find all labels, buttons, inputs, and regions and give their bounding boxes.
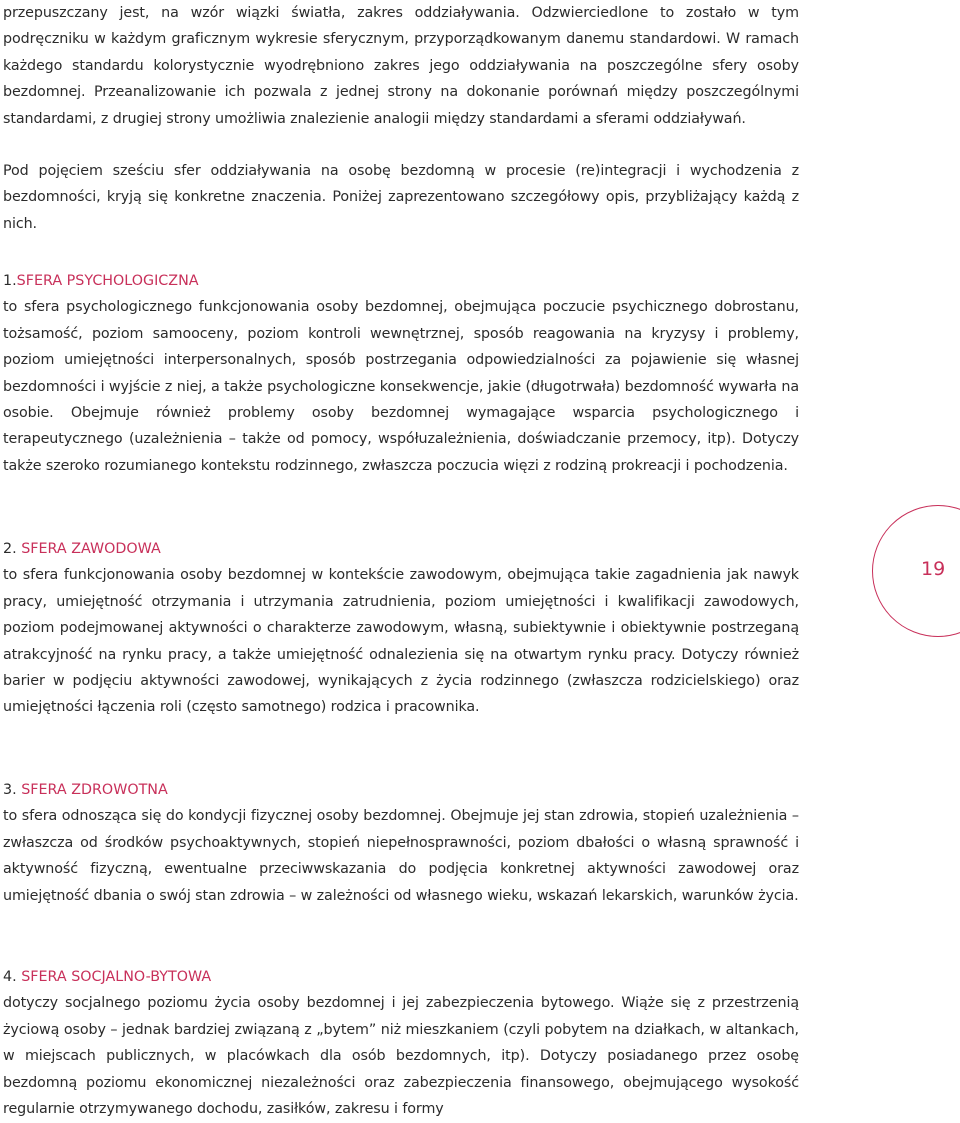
section-health xyxy=(3,777,799,909)
intro-paragraph-2: Pod pojęciem sześciu sfer oddziaływania na osobę bezdomną w procesie (re)integracji i wychodzenia z bezdomności, kryją się konkretne znaczenia. Poniżej zaprezentowano szczegółowy opis, przybliżający każdą z nich. xyxy=(3,163,799,232)
intro-block xyxy=(3,0,799,132)
section-heading xyxy=(3,964,799,990)
section-number: 1. xyxy=(3,273,17,289)
section-professional xyxy=(3,536,799,721)
section-title: SFERA ZDROWOTNA xyxy=(21,782,168,798)
page-number: 19 xyxy=(921,558,946,580)
page-number-circle xyxy=(872,505,960,637)
section-number: 3. xyxy=(3,782,22,798)
section-social xyxy=(3,964,799,1122)
section-title: SFERA SOCJALNO-BYTOWA xyxy=(21,969,212,985)
intro-block-2 xyxy=(3,158,799,237)
section-title: SFERA PSYCHOLOGICZNA xyxy=(16,273,199,289)
section-number: 4. xyxy=(3,969,22,985)
section-body: dotyczy socjalnego poziomu życia osoby bezdomnej i jej zabezpieczenia bytowego. Wiąże się z przestrzenią życiową osoby – jednak bardziej związaną z „bytem” niż mieszkaniem (czyli pobytem na działkach, w altankach, w miejscach publicznych, w placówkach dla osób bezdomnych, itp). Dotyczy posiadanego przez osobę bezdomną poziomu ekonomicznej niezależności oraz zabezpieczenia finansowego, obejmującego wysokość regularnie otrzymywanego dochodu, zasiłków, zakresu i formy xyxy=(3,995,799,1118)
section-number: 2. xyxy=(3,541,22,557)
section-body: to sfera psychologicznego funkcjonowania osoby bezdomnej, obejmująca poczucie psychicznego dobrostanu, tożsamość, poziom samooceny, poziom kontroli wewnętrznej, sposób reagowania na kryzysy i problemy, poziom umiejętności interpersonalnych, sposób postrzegania odpowiedzialności za pojawienie się własnej bezdomności i wyjście z niej, a także psychologiczne konsekwencje, jakie (długotrwała) bezdomność wywarła na osobie. Obejmuje również problemy osoby bezdomnej wymagające wsparcia psychologicznego i terapeutycznego (uzależnienia – także od pomocy, współuzależnienia, doświadczanie przemocy, itp). Dotyczy także szeroko rozumianego kontekstu rodzinnego, zwłaszcza poczucia więzi z rodziną prokreacji i pochodzenia. xyxy=(3,299,799,474)
section-heading xyxy=(3,777,799,803)
section-psychological xyxy=(3,268,799,479)
section-body: to sfera funkcjonowania osoby bezdomnej w kontekście zawodowym, obejmująca takie zagadnienia jak nawyk pracy, umiejętność otrzymania i utrzymania zatrudnienia, poziom umiejętności i kwalifikacji zawodowych, poziom podejmowanej aktywności o charakterze zawodowym, własną, subiektywnie i obiektywnie postrzeganą atrakcyjność na rynku pracy, a także umiejętność odnalezienia się na otwartym rynku pracy. Dotyczy również barier w podjęciu aktywności zawodowej, wynikających z życia rodzinnego (zwłaszcza rodzicielskiego) oraz umiejętności łączenia roli (często samotnego) rodzica i pracownika. xyxy=(3,567,799,716)
section-body: to sfera odnosząca się do kondycji fizycznej osoby bezdomnej. Obejmuje jej stan zdrowia, stopień uzależnienia – zwłaszcza od środków psychoaktywnych, stopień niepełnosprawności, poziom dbałości o własną sprawność i aktywność fizyczną, ewentualne przeciwwskazania do podjęcia konkretnej aktywności zawodowej oraz umiejętność dbania o swój stan zdrowia – w zależności od własnego wieku, wskazań lekarskich, warunków życia. xyxy=(3,808,799,904)
intro-paragraph: przepuszczany jest, na wzór wiązki światła, zakres oddziaływania. Odzwierciedlone to zostało w tym podręczniku w każdym graficznym wykresie sferycznym, przyporządkowanym danemu standardowi. W ramach każdego standardu kolorystycznie wyodrębniono zakres jego oddziaływania na poszczególne sfery osoby bezdomnej. Przeanalizowanie ich pozwala z jednej strony na dokonanie porównań między poszczególnymi standardami, z drugiej strony umożliwia znalezienie analogii między standardami a sferami oddziaływań. xyxy=(3,5,799,127)
section-title: SFERA ZAWODOWA xyxy=(21,541,161,557)
section-heading xyxy=(3,536,799,562)
section-heading xyxy=(3,268,799,294)
